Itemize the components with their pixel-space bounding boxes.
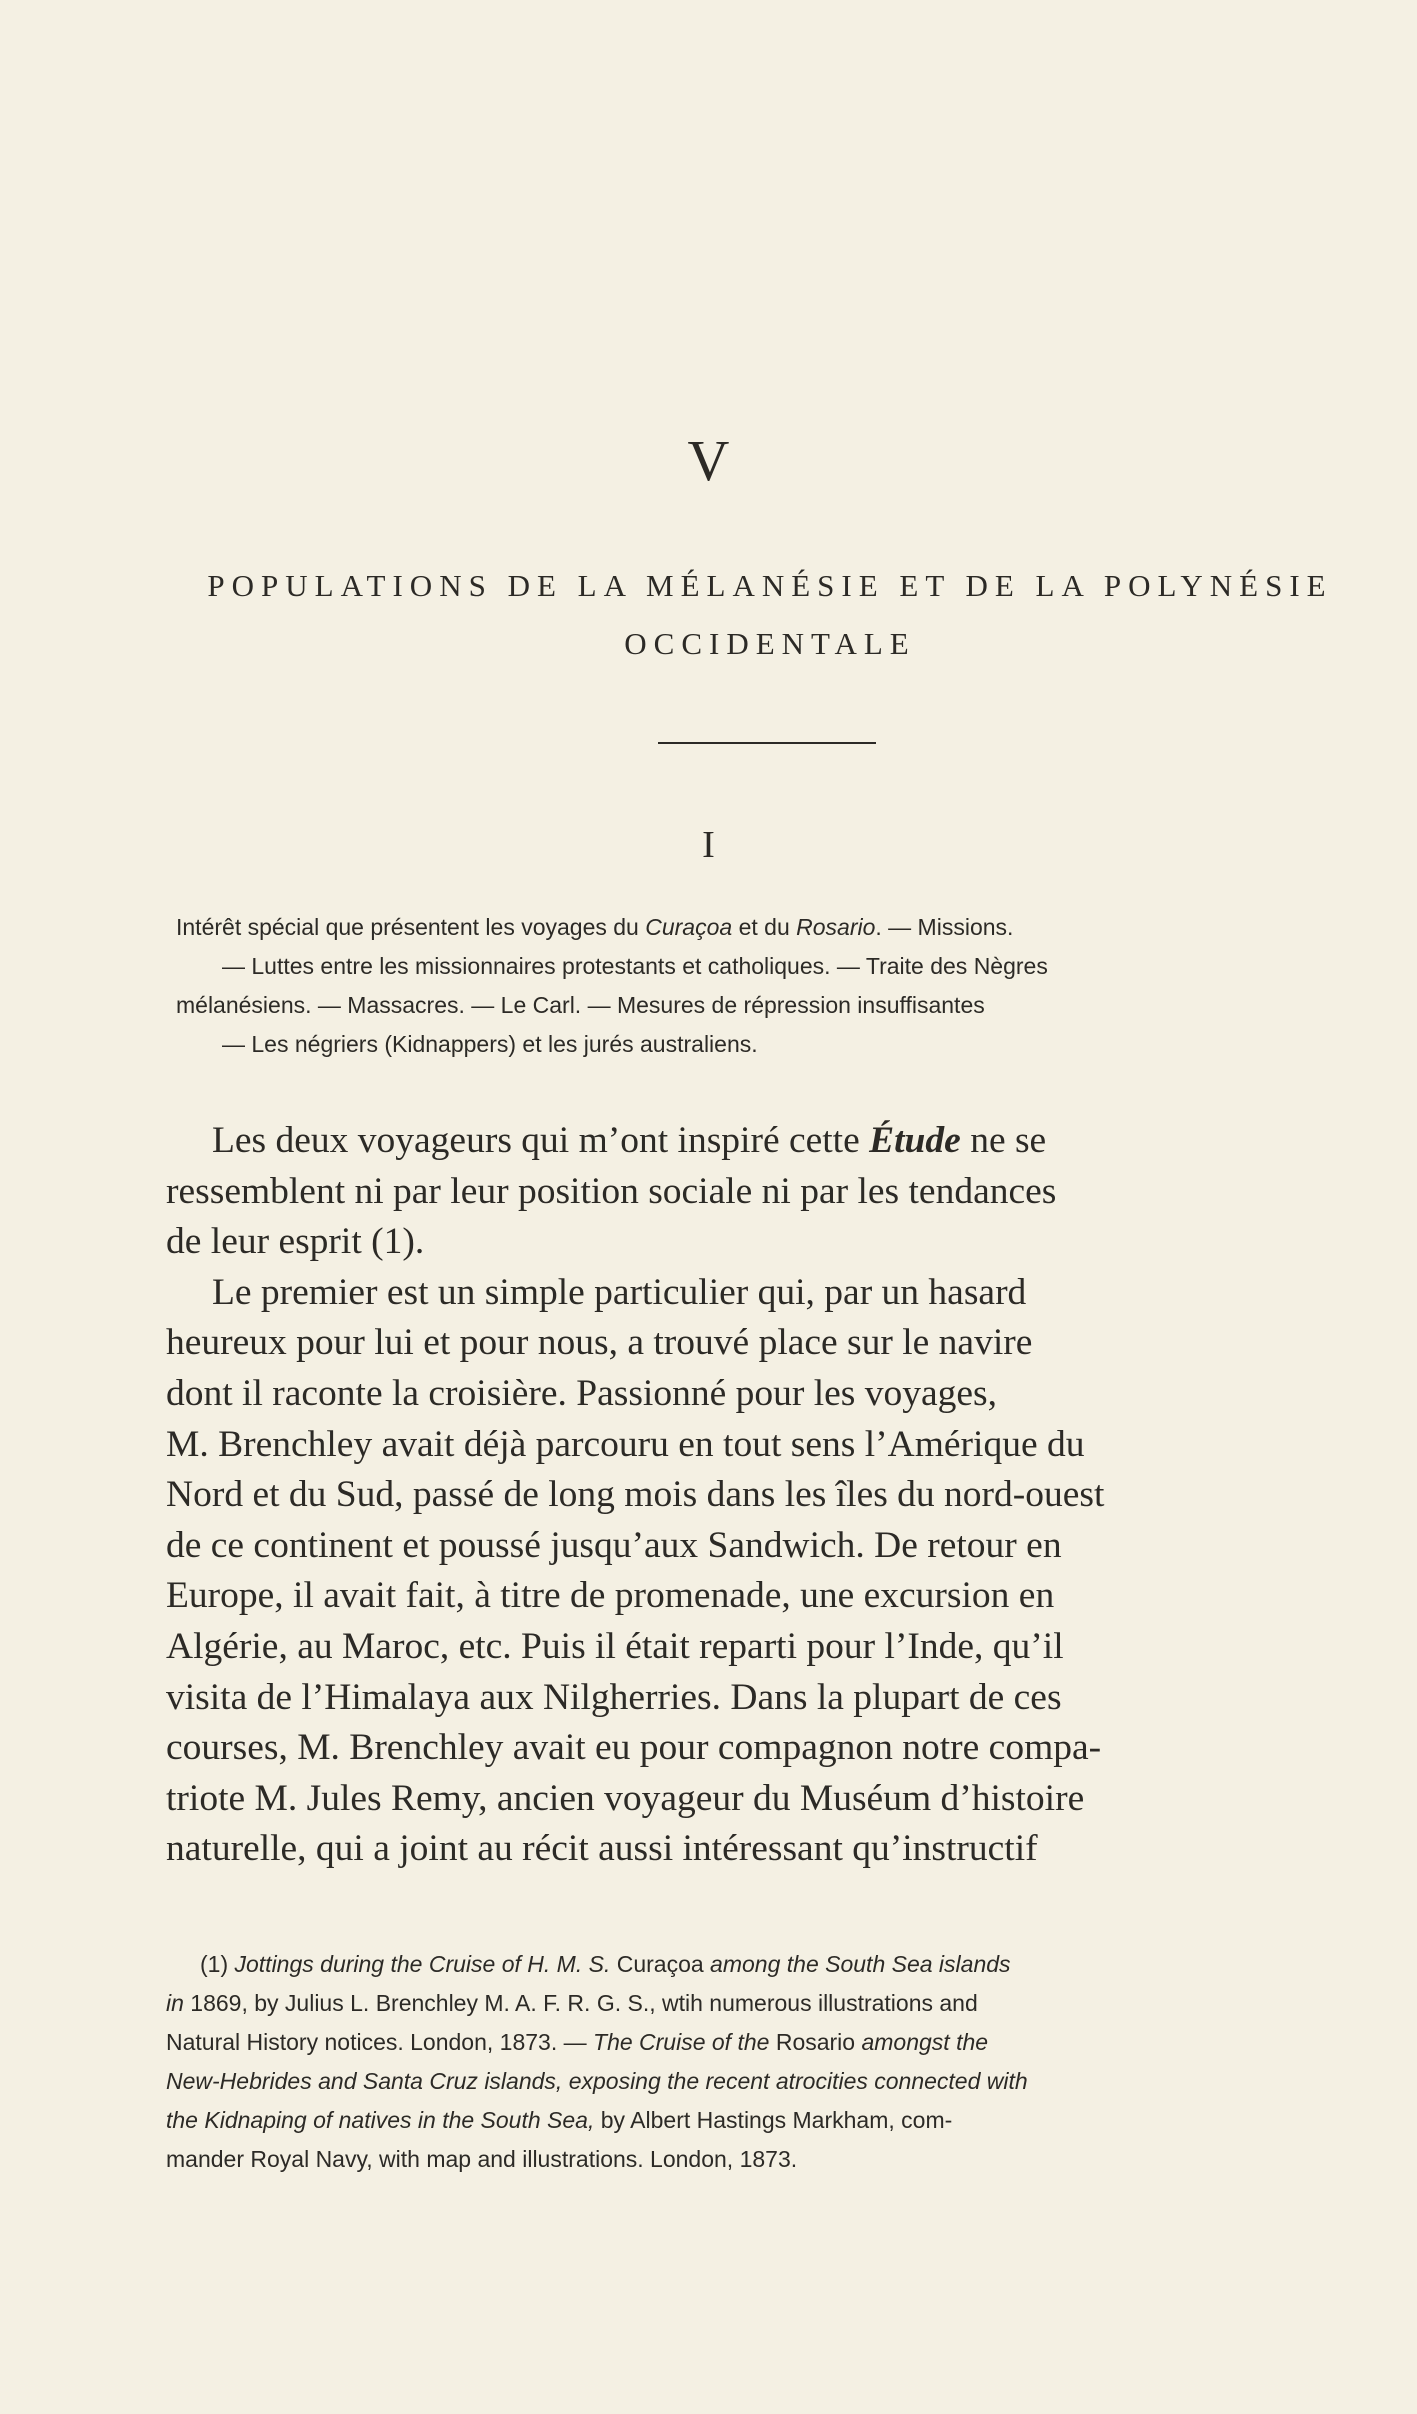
footnote-line (166, 2062, 1378, 2101)
summary-text: et du (732, 914, 797, 940)
footnote-text: Natural History notices. London, 1873. — (166, 2029, 594, 2055)
book-title: Jottings during the Cruise of H. M. S. (234, 1951, 611, 1977)
section-number: I (702, 824, 715, 866)
ship-name-curacoa: Curaçoa (645, 914, 733, 940)
book-title: The Cruise of the (593, 2029, 770, 2055)
body-line (166, 1116, 1378, 1167)
footnote (166, 1945, 1378, 2179)
summary-line: — Les négriers (Kidnappers) et les jurés australiens. (222, 1031, 758, 1057)
book-title: amongst the (861, 2029, 989, 2055)
body-line: ressemblent ni par leur position sociale ni par les tendances (166, 1170, 1057, 1212)
footnote-line (166, 2101, 1378, 2140)
summary-line: mélanésiens. — Massacres. — Le Carl. — Mesures de répression insuffisantes (176, 992, 985, 1018)
ship-name-rosario: Rosario (796, 914, 876, 940)
body-line: Europe, il avait fait, à titre de promenade, une excursion en (166, 1575, 1055, 1617)
body-line: courses, M. Brenchley avait eu pour compagnon notre compa- (166, 1727, 1102, 1769)
footnote-marker: (1) (200, 1951, 235, 1977)
summary-text: Intérêt spécial que présentent les voyages du (176, 914, 646, 940)
emphasis-etude: Étude (869, 1120, 961, 1161)
title-divider (658, 742, 876, 744)
book-title: New-Hebrides and Santa Cruz islands, exposing the recent atrocities connected with (166, 2068, 1028, 2094)
summary-line: — Luttes entre les missionnaires protestants et catholiques. — Traite des Nègres (222, 953, 1048, 979)
body-line: de ce continent et poussé jusqu’aux Sandwich. De retour en (166, 1524, 1062, 1566)
summary-line (176, 908, 1358, 947)
body-line: heureux pour lui et pour nous, a trouvé place sur le navire (166, 1322, 1033, 1364)
body-line: naturelle, qui a joint au récit aussi intéressant qu’instructif (166, 1828, 1038, 1870)
footnote-line (166, 1945, 1378, 1984)
book-title: the Kidnaping of natives in the South Sea, (166, 2107, 595, 2133)
book-title: among the South Sea islands (710, 1951, 1011, 1977)
footnote-text: Rosario (769, 2029, 862, 2055)
body-line: de leur esprit (1). (166, 1221, 425, 1263)
summary-text: . — Missions. (875, 914, 1014, 940)
chapter-title-line-1: POPULATIONS DE LA MÉLANÉSIE ET DE LA POLYNÉSIE (207, 568, 1333, 603)
body-line: visita de l’Himalaya aux Nilgherries. Dans la plupart de ces (166, 1676, 1062, 1718)
body-paragraphs (166, 1116, 1378, 1875)
body-line: dont il raconte la croisière. Passionné pour les voyages, (166, 1372, 998, 1414)
chapter-summary (176, 908, 1358, 1064)
body-text: ne se (960, 1120, 1047, 1161)
body-line: Algérie, au Maroc, etc. Puis il était reparti pour l’Inde, qu’il (166, 1625, 1064, 1667)
chapter-title-line-2: OCCIDENTALE (624, 626, 916, 661)
body-line: M. Brenchley avait déjà parcouru en tout sens l’Amérique du (166, 1423, 1085, 1465)
footnote-line (166, 1984, 1378, 2023)
footnote-line: mander Royal Navy, with map and illustrations. London, 1873. (166, 2146, 798, 2172)
body-line: triote M. Jules Remy, ancien voyageur du Muséum d’histoire (166, 1777, 1085, 1819)
body-line: Nord et du Sud, passé de long mois dans les îles du nord-ouest (166, 1474, 1105, 1516)
footnote-text: by Albert Hastings Markham, com- (594, 2107, 953, 2133)
footnote-text: Curaçoa (610, 1951, 711, 1977)
book-title: in (166, 1990, 184, 2016)
body-line: Le premier est un simple particulier qui, par un hasard (212, 1271, 1027, 1313)
footnote-text: 1869, by Julius L. Brenchley M. A. F. R. G. S., wtih numerous illustrations and (183, 1990, 978, 2016)
body-text: Les deux voyageurs qui m’ont inspiré cette (212, 1120, 870, 1161)
footnote-line (166, 2023, 1378, 2062)
chapter-number: V (687, 428, 730, 493)
